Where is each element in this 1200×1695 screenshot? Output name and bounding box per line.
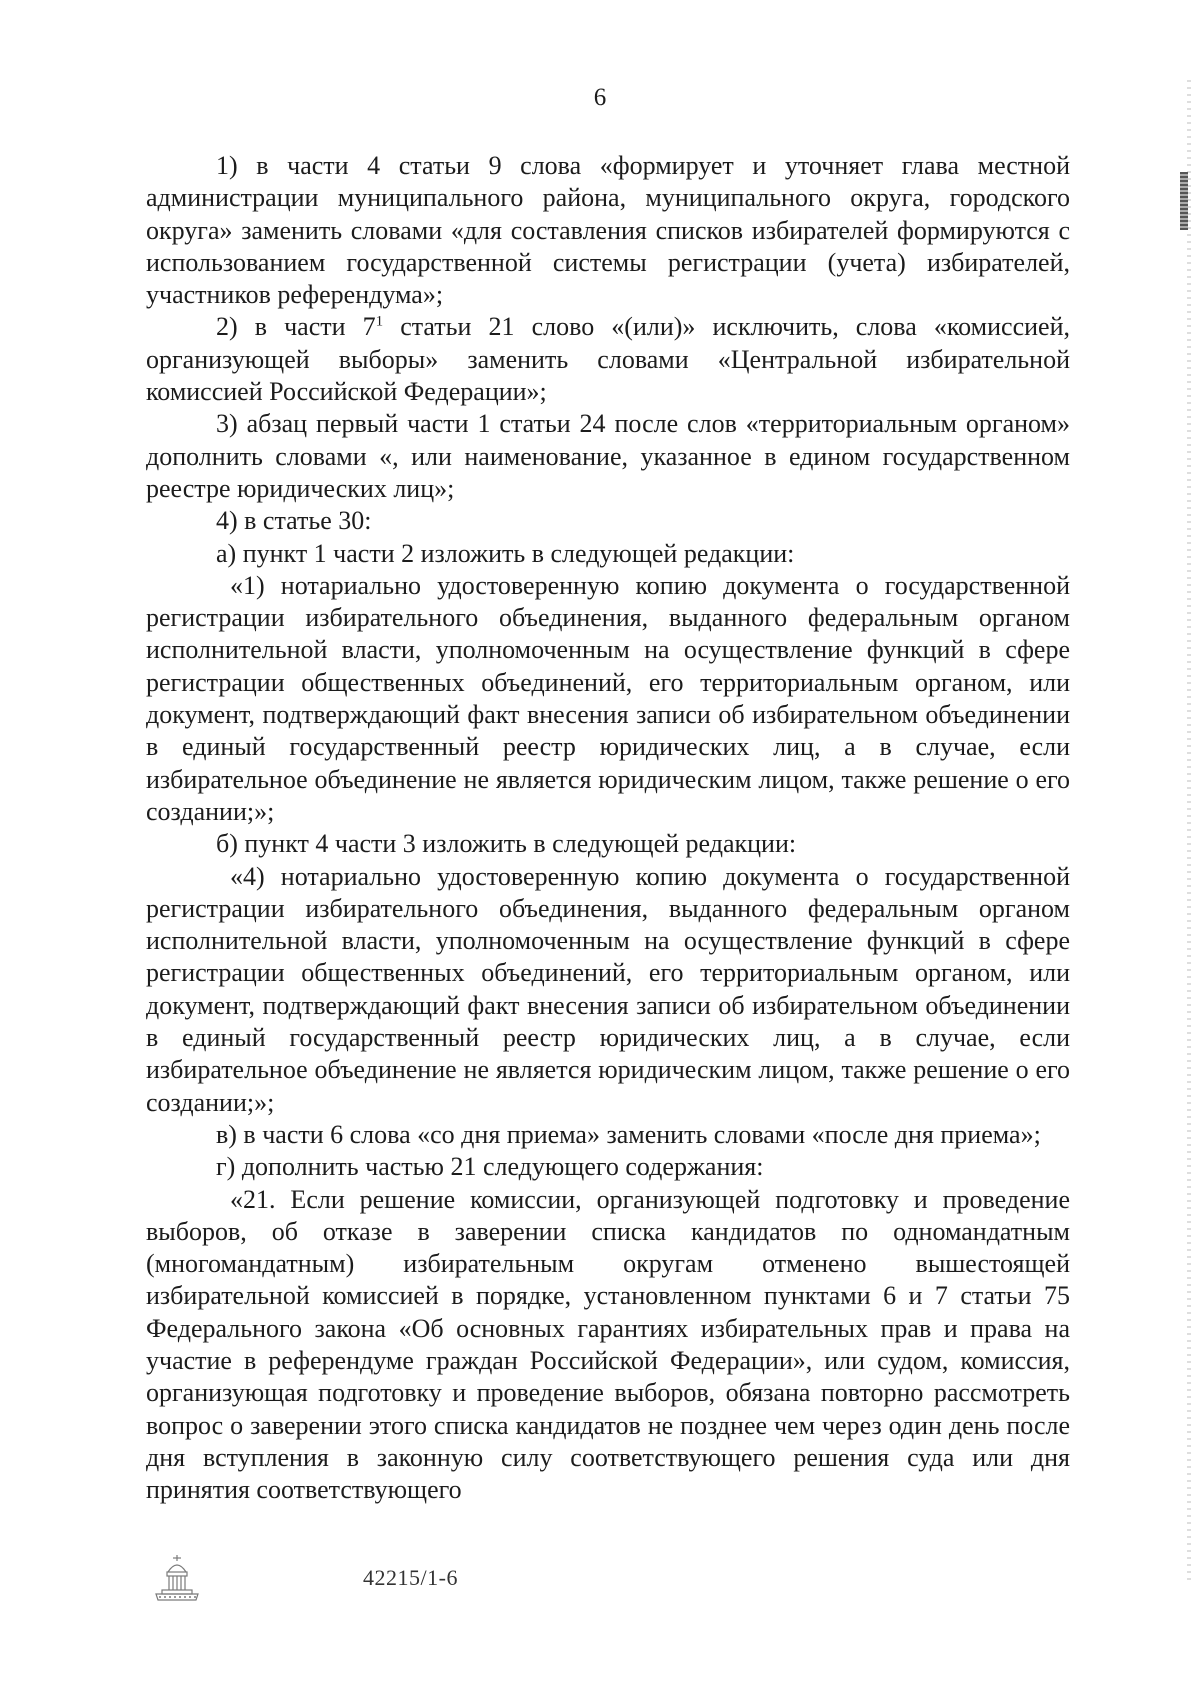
paragraph-item-1: 1) в части 4 статьи 9 слова «формирует и уточняет глава местной администрации муниципального района, муниципального округа, городского округа» заменить словами «для составления списков избирателей формируются с использованием государственной системы регистрации (учета) избирателей, участников референдума»; — [146, 151, 1070, 310]
paragraph-subitem-a: а) пункт 1 части 2 изложить в следующей редакции: — [216, 538, 795, 568]
paragraph-quote-21: «21. Если решение комиссии, организующей подготовку и проведение выборов, об отказе в заверении списка кандидатов по одномандатным (многомандатным) избирательным округам отменено вышестоящей избирательной комиссией в порядке, установленном пунктами 6 и 7 статьи 75 Федерального закона «Об основных гарантиях избирательных прав и права на участие в референдуме граждан Российской Федерации», или судом, комиссия, организующая подготовку и проведение выборов, обязана повторно рассмотреть вопрос о заверении этого списка кандидатов не позднее чем через один день после дня вступления в законную силу соответствующего решения суда или дня принятия соответствующего — [146, 1184, 1070, 1505]
item-2-superscript: 1 — [375, 313, 384, 330]
paragraph-quote-4: «4) нотариально удостоверенную копию документа о государственной регистрации избирательного объединения, выданного федеральным органом исполнительной власти, уполномоченным на осуществление функций в сфере регистрации общественных объединений, его территориальным органом, или документ, подтверждающий факт внесения записи об избирательном объединении в единый государственный реестр юридических лиц, а в случае, если избирательное объединение не является юридическим лицом, также решение о его создании;»; — [146, 861, 1070, 1117]
scan-edge-artifact — [1187, 80, 1191, 1580]
paragraph-subitem-g: г) дополнить частью 21 следующего содержания: — [216, 1152, 764, 1182]
paragraph-item-4: 4) в статье 30: — [216, 506, 372, 536]
document-code: 42215/1-6 — [363, 1565, 458, 1590]
paragraph-item-2 — [146, 311, 1070, 408]
paragraph-item-3: 3) абзац первый части 1 статьи 24 после слов «территориальным органом» дополнить словами «, или наименование, указанное в едином государственном реестре юридических лиц»; — [146, 409, 1070, 503]
paragraph-subitem-v: в) в части 6 слова «со дня приема» заменить словами «после дня приема»; — [216, 1119, 1041, 1149]
state-emblem-icon — [152, 1552, 202, 1604]
item-2-start: 2) в части 7 — [216, 312, 376, 342]
page-number: 6 — [593, 84, 607, 111]
paragraph-quote-1: «1) нотариально удостоверенную копию документа о государственной регистрации избирательного объединения, выданного федеральным органом исполнительной власти, уполномоченным на осуществление функций в сфере регистрации общественных объединений, его территориальным органом, или документ, подтверждающий факт внесения записи об избирательном объединении в единый государственный реестр юридических лиц, а в случае, если избирательное объединение не является юридическим лицом, также решение о его создании;»; — [146, 570, 1070, 826]
scan-mark-artifact — [1180, 172, 1188, 230]
document-body — [146, 150, 1070, 1506]
item-2-rest: статьи 21 слово «(или)» исключить, слова «комиссией, организующей выборы» заменить словами «Центральной избирательной комиссией Российской Федерации»; — [146, 312, 1070, 407]
paragraph-subitem-b: б) пункт 4 части 3 изложить в следующей редакции: — [216, 829, 797, 859]
